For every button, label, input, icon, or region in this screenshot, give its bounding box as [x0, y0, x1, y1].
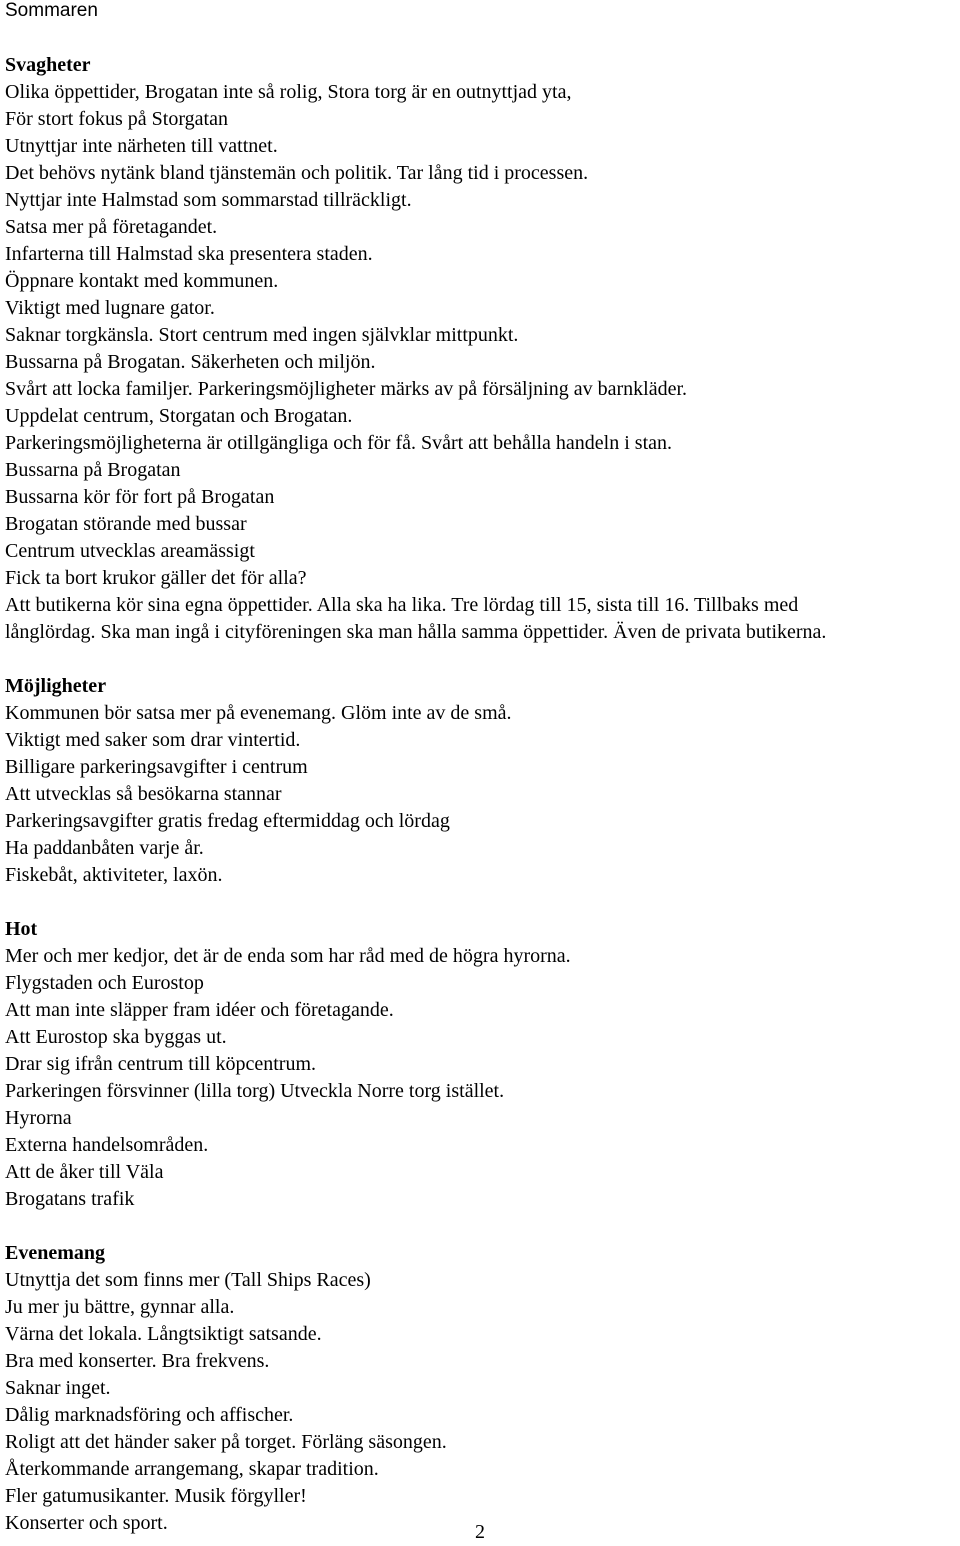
text-line: Bussarna på Brogatan. Säkerheten och miljön. [5, 351, 376, 373]
section-evenemang [5, 1240, 957, 1537]
text-line: Roligt att det händer saker på torget. Förläng säsongen. [5, 1431, 447, 1453]
text-line: Att de åker till Väla [5, 1161, 164, 1183]
section-lines [5, 79, 957, 646]
section-heading: Evenemang [5, 1242, 105, 1264]
text-line: Viktigt med saker som drar vintertid. [5, 729, 301, 751]
text-line: Mer och mer kedjor, det är de enda som har råd med de högra hyrorna. [5, 945, 571, 967]
section-mojligheter [5, 673, 957, 889]
text-line: Bra med konserter. Bra frekvens. [5, 1350, 270, 1372]
text-line: Svårt att locka familjer. Parkeringsmöjligheter märks av på försäljning av barnkläder. [5, 378, 688, 400]
section-heading: Möjligheter [5, 675, 107, 697]
text-line: Billigare parkeringsavgifter i centrum [5, 756, 308, 778]
text-line: Bussarna kör för fort på Brogatan [5, 486, 275, 508]
text-line: Brogatans trafik [5, 1188, 135, 1210]
text-line: Parkeringsavgifter gratis fredag eftermiddag och lördag [5, 810, 450, 832]
section-lines [5, 943, 957, 1213]
text-line: Parkeringsmöjligheterna är otillgängliga och för få. Svårt att behålla handeln i stan. [5, 432, 673, 454]
text-line: Olika öppettider, Brogatan inte så rolig, Stora torg är en outnyttjad yta, [5, 81, 572, 103]
text-line: Saknar torgkänsla. Stort centrum med ingen självklar mittpunkt. [5, 324, 519, 346]
text-line: Utnyttjar inte närheten till vattnet. [5, 135, 278, 157]
text-line: Hyrorna [5, 1107, 72, 1129]
text-line: Fiskebåt, aktiviteter, laxön. [5, 864, 223, 886]
text-line: Infarterna till Halmstad ska presentera staden. [5, 243, 373, 265]
text-line: Viktigt med lugnare gator. [5, 297, 215, 319]
text-line: Satsa mer på företagandet. [5, 216, 218, 238]
text-line: Saknar inget. [5, 1377, 111, 1399]
text-line: Externa handelsområden. [5, 1134, 209, 1156]
section-lines [5, 700, 957, 889]
text-line: För stort fokus på Storgatan [5, 108, 228, 130]
document-page [5, 0, 957, 1537]
text-line: Centrum utvecklas areamässigt [5, 540, 255, 562]
page-number: 2 [475, 1521, 485, 1543]
section-svagheter [5, 52, 957, 646]
section-hot [5, 916, 957, 1213]
text-line: Det behövs nytänk bland tjänstemän och politik. Tar lång tid i processen. [5, 162, 589, 184]
text-line: Värna det lokala. Långtsiktigt satsande. [5, 1323, 322, 1345]
text-line: Utnyttja det som finns mer (Tall Ships Races) [5, 1269, 371, 1291]
section-lines [5, 1267, 957, 1537]
text-line: Bussarna på Brogatan [5, 459, 181, 481]
section-heading: Svagheter [5, 54, 91, 76]
text-line: Fler gatumusikanter. Musik förgyller! [5, 1485, 307, 1507]
text-line: Återkommande arrangemang, skapar tradition. [5, 1458, 379, 1480]
section-heading: Hot [5, 918, 38, 940]
text-line: Drar sig ifrån centrum till köpcentrum. [5, 1053, 317, 1075]
text-line: Nyttjar inte Halmstad som sommarstad tillräckligt. [5, 189, 412, 211]
text-line: Ju mer ju bättre, gynnar alla. [5, 1296, 235, 1318]
text-line: Kommunen bör satsa mer på evenemang. Glöm inte av de små. [5, 702, 512, 724]
text-line: Ha paddanbåten varje år. [5, 837, 204, 859]
text-line: Att Eurostop ska byggas ut. [5, 1026, 227, 1048]
text-line: Flygstaden och Eurostop [5, 972, 204, 994]
text-line: Parkeringen försvinner (lilla torg) Utveckla Norre torg istället. [5, 1080, 505, 1102]
text-line: Konserter och sport. [5, 1512, 168, 1534]
text-line: Att utvecklas så besökarna stannar [5, 783, 282, 805]
text-line: Att butikerna kör sina egna öppettider. Alla ska ha lika. Tre lördag till 15, sista till 16. Tillbaks med [5, 594, 799, 616]
text-line: Uppdelat centrum, Storgatan och Brogatan. [5, 405, 353, 427]
text-line: Att man inte släpper fram idéer och företagande. [5, 999, 394, 1021]
text-line: Brogatan störande med bussar [5, 513, 247, 535]
text-line: Dålig marknadsföring och affischer. [5, 1404, 294, 1426]
text-line: långlördag. Ska man ingå i cityföreningen ska man hålla samma öppettider. Även de privata butikerna. [5, 621, 827, 643]
text-line: Fick ta bort krukor gäller det för alla? [5, 567, 307, 589]
document-title: Sommaren [5, 0, 98, 21]
text-line: Öppnare kontakt med kommunen. [5, 270, 279, 292]
